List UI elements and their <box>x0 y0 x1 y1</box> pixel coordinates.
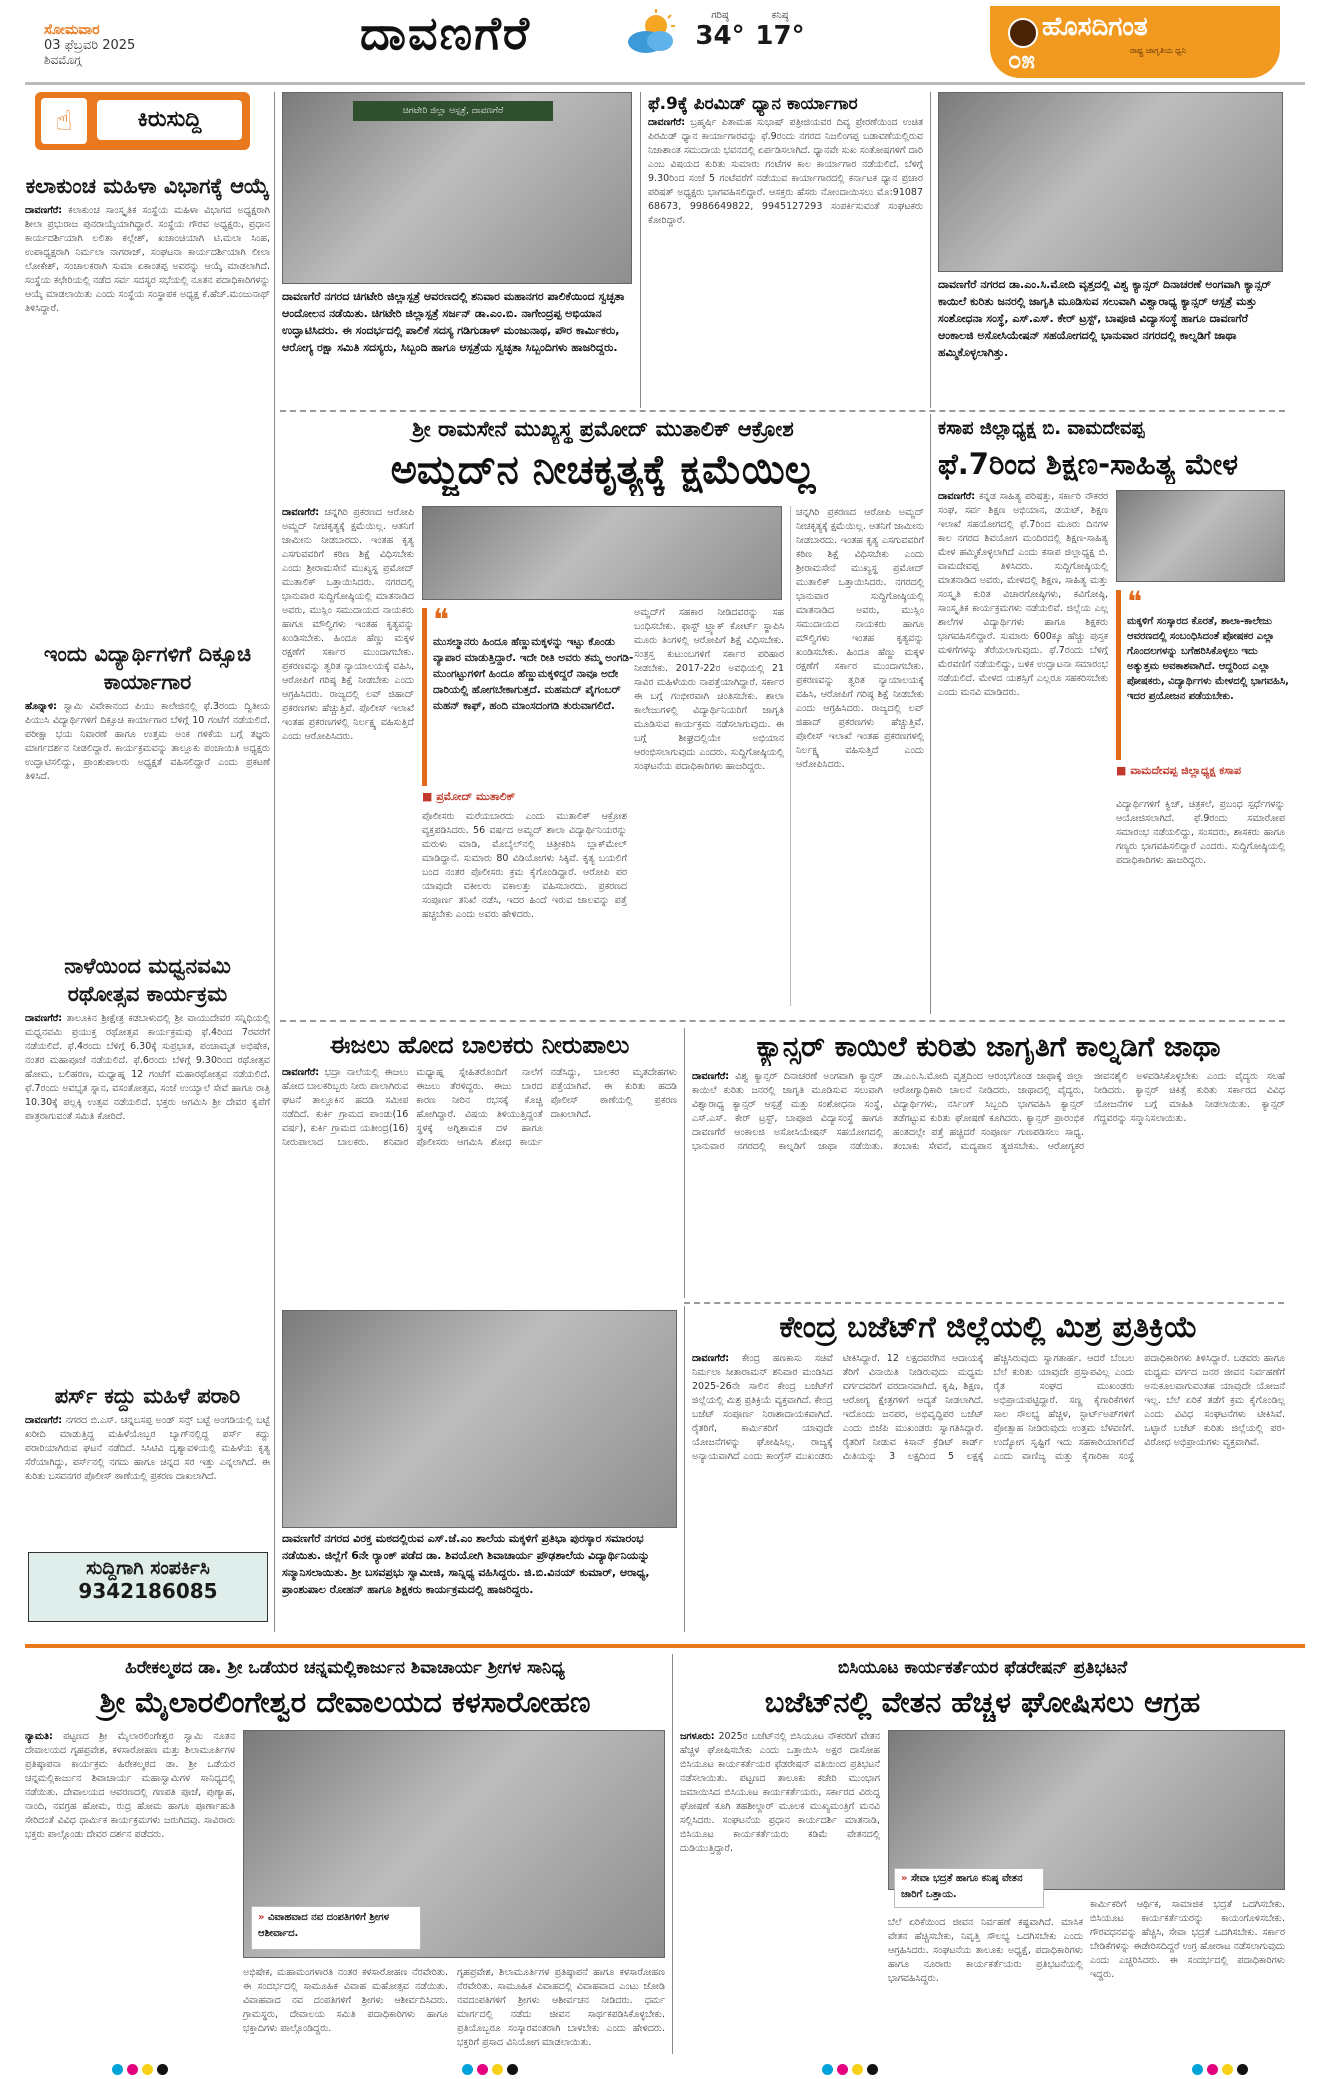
registration-dot <box>1207 2064 1218 2075</box>
article-kicker: ಬಿಸಿಯೂಟ ಕಾರ್ಯಕರ್ತೆಯರ ಫೆಡರೇಷನ್ ಪ್ರತಿಭಟನೆ <box>837 1658 1128 1678</box>
kiru-item-body <box>25 1012 270 1416</box>
min-temp-label: ಕನಿಷ್ಠ <box>771 10 789 21</box>
photo-caption: ದಾವಣಗೆರೆ ನಗರದ ಚಿಗಟೇರಿ ಜಿಲ್ಲಾಸ್ಪತ್ರೆ ಆವರಣದಲ್ಲಿ ಶನಿವಾರ ಮಹಾನಗರ ಪಾಲಿಕೆಯಿಂದ ಸ್ವಚ್ಛತಾ ಆಂದೋಲನ ನಡೆಯಿತು. ಚಿಗಟೇರಿ ಜಿಲ್ಲಾಸ್ಪತ್ರೆ ಸರ್ಜನ್ ಡಾ.ಎಂ.ಬಿ. ನಾಗೇಂದ್ರಪ್ಪ ಅಭಿಯಾನ ಉದ್ಘಾಟಿಸಿದರು. ಈ ಸಂದರ್ಭದಲ್ಲಿ ಪಾಲಿಕೆ ಸದಸ್ಯ ಗಡಿಗುಡಾಳ್ ಮಂಜುನಾಥ, ಪೌರ ಕಾರ್ಮಿಕರು, ಆರೋಗ್ಯ ರಕ್ಷಾ ಸಮಿತಿ ಸದಸ್ಯರು, ಸಿಬ್ಬಂದಿ ಹಾಗೂ ಆಸ್ಪತ್ರೆಯ ಸ್ವಚ್ಛತಾ ಸಿಬ್ಬಂದಿಗಳು ಹಾಜರಿದ್ದರು. <box>282 290 625 354</box>
kiru-item-body <box>25 700 270 942</box>
column-divider <box>790 506 791 1006</box>
quote-author-name: ಪ್ರಮೋದ್ ಮುತಾಲಿಕ್ <box>436 790 516 803</box>
article-headline: ಬಜೆಟ್‌ನಲ್ಲಿ ವೇತನ ಹೆಚ್ಚಳ ಘೋಷಿಸಲು ಆಗ್ರಹ <box>764 1685 1201 1719</box>
kiru-item-place: ಹೊನ್ನಾಳಿ: <box>25 701 57 712</box>
kiru-item-text: ಸ್ವಾಮಿ ವಿವೇಕಾನಂದ ಪಿಯು ಕಾಲೇಜಿನಲ್ಲಿ ಫೆ.3ರಂದು ದ್ವಿತೀಯ ಪಿಯುಸಿ ವಿದ್ಯಾರ್ಥಿಗಳಿಗೆ ದಿಕ್ಸೂಚಿ ಕಾರ್ಯಾಗಾರ ಬೆಳಿಗ್ಗೆ 10 ಗಂಟೆಗೆ ನಡೆಯಲಿದೆ. ಪರೀಕ್ಷಾ ಭಯ ನಿವಾರಣೆ ಹಾಗೂ ಉತ್ತಮ ಅಂಕ ಗಳಿಕೆಯ ಬಗ್ಗೆ ತಜ್ಞರು ಮಾರ್ಗದರ್ಶನ ನೀಡಲಿದ್ದಾರೆ. ಕಾರ್ಯಕ್ರಮವನ್ನು ತಾಲ್ಲೂಕು ಪಂಚಾಯಿತಿ ಅಧ್ಯಕ್ಷರು ಉದ್ಘಾಟಿಸಲಿದ್ದು, ಪ್ರಾಂಶುಪಾಲರು ಅಧ್ಯಕ್ಷತೆ ವಹಿಸಲಿದ್ದಾರೆ ಎಂದು ಪ್ರಕಟಣೆ ತಿಳಿಸಿದೆ. <box>25 701 270 782</box>
photo-note <box>251 1906 421 1950</box>
quote-text: ಮುಸಲ್ಮಾನರು ಹಿಂದೂ ಹೆಣ್ಣುಮಕ್ಕಳನ್ನು ಇಟ್ಟು ಕೊಂಡು ವ್ಯಾಪಾರ ಮಾಡುತ್ತಿದ್ದಾರೆ. ಇದೇ ರೀತಿ ಅವರು ತಮ್ಮ ಅಂಗಡಿ-ಮುಂಗಟ್ಟುಗಳಿಗೆ ಹಿಂದೂ ಹೆಣ್ಣುಮಕ್ಕಳಿದ್ದರೆ ನಾವೂ ಅದೇ ದಾರಿಯಲ್ಲಿ ಹೋಗಬೇಕಾಗುತ್ತದೆ. ಮಹಮದ್ ಪೈಗಂಬರ್ ಮಹನ್ ಕಾಫ್, ಹಂದಿ ಮಾಂಸದಂಗಡಿ ತುರುವಾಗಲಿದೆ. <box>433 636 634 712</box>
column-divider <box>640 92 641 408</box>
article-headline: ಈಜಲು ಹೋದ ಬಾಲಕರು ನೀರುಪಾಲು <box>329 1031 630 1059</box>
article-body <box>282 1066 677 1288</box>
kiru-item-place: ದಾವಣಗೆರೆ: <box>25 1013 63 1024</box>
registration-dot <box>837 2064 848 2075</box>
news-photo-kasapa <box>1116 490 1285 582</box>
kasapa-article <box>938 414 1289 1014</box>
article-place: ದಾವಣಗೆರೆ: <box>692 1353 730 1364</box>
article-place: ದಾವಣಗೆರೆ: <box>648 117 686 128</box>
article-place: ದಾವಣಗೆರೆ: <box>282 507 320 518</box>
registration-dot <box>852 2064 863 2075</box>
quote-author: ■ ವಾಮದೇವಪ್ಪ ಜಿಲ್ಲಾಧ್ಯಕ್ಷ ಕಸಾಪ <box>1116 764 1241 777</box>
news-photo-protest <box>888 1730 1285 1890</box>
brand-tagline: ರಾಷ್ಟ್ರ ಜಾಗೃತಿಯ ಧ್ವನಿ <box>1130 46 1187 55</box>
quote-box <box>422 603 638 786</box>
article-headline: ಶ್ರೀ ಮೈಲಾರಲಿಂಗೇಶ್ವರ ದೇವಾಲಯದ ಕಳಸಾರೋಹಣ <box>99 1685 591 1719</box>
news-photo-school-event <box>282 1310 677 1528</box>
kiru-item <box>25 172 270 652</box>
registration-dot <box>112 2064 123 2075</box>
hand-point-icon: ☝ <box>41 98 87 144</box>
kiru-suddi-banner <box>35 92 250 150</box>
kiru-item-text: ಕಲಾಕುಂಚ ಸಾಂಸ್ಕೃತಿಕ ಸಂಸ್ಥೆಯ ಮಹಿಳಾ ವಿಭಾಗದ ಅಧ್ಯಕ್ಷರಾಗಿ ಶೀಲಾ ಪ್ರಭುರಾಜ ಪುನರಾಯ್ಕೆಯಾಗಿದ್ದಾರೆ. ಸಂಸ್ಥೆಯ ಗೌರವ ಅಧ್ಯಕ್ಷರು, ಪ್ರಧಾನ ಕಾರ್ಯದರ್ಶಿಯಾಗಿ ಲಲಿತಾ ಕಲ್ಲೇಶ್, ಖಜಾಂಚಿಯಾಗಿ ಟಿ.ಮಲಾ ಸಿಂಹ, ಉಪಾಧ್ಯಕ್ಷರಾಗಿ ನಿರ್ಮಲಾ ನಾಗರಾಜ್, ಸಂಘಟನಾ ಕಾರ್ಯದರ್ಶಿಯಾಗಿ ಲೀಲಾ ಲೋಕೇಶ್, ಸಂಚಾಲಕರಾಗಿ ಸುಮಾ ಏಕಾಂತಪ್ಪ ಅವರನ್ನು ಆಯ್ಕೆ ಮಾಡಲಾಗಿದೆ. ಸಂಸ್ಥೆಯ ಕಛೇರಿಯಲ್ಲಿ ನಡೆದ ಸರ್ವ ಸದಸ್ಯರ ಸಭೆಯಲ್ಲಿ ನೂತನ ಪದಾಧಿಕಾರಿಗಳನ್ನು ಆಯ್ಕೆ ಮಾಡಲಾಯಿತು ಎಂದು ಸಂಸ್ಥೆಯ ಸಂಸ್ಥಾಪಕ ಅಧ್ಯಕ್ಷ ಕೆ.ಹೆಚ್.ಮಂಜುನಾಥ್ ತಿಳಿಸಿದ್ದಾರೆ. <box>25 205 270 314</box>
page-number: ೦೫ <box>1008 46 1035 74</box>
quote-tag <box>894 1868 1044 1908</box>
quote-box <box>1116 585 1289 760</box>
article-column: ಅಭಿಷೇಕ, ಮಹಾಮಂಗಳಾರತಿ ನಂತರ ಕಳಸಾರೋಹಣ ನೆರವೇರಿತು. ಈ ಸಂದರ್ಭದಲ್ಲಿ ಸಾಮೂಹಿಕ ವಿವಾಹ ಮಹೋತ್ಸವ ನಡೆಯಿತು. ವಿವಾಹವಾದ ನವ ದಂಪತಿಗಳಿಗೆ ಶ್ರೀಗಳು ಆಶೀರ್ವದಿಸಿದರು. ಗ್ರಾಮಸ್ಥರು, ದೇವಾಲಯ ಸಮಿತಿ ಪದಾಧಿಕಾರಿಗಳು ಹಾಗೂ ಭಕ್ತಾದಿಗಳು ಪಾಲ್ಗೊಂಡಿದ್ದರು. <box>243 1967 448 2034</box>
masthead-title: ದಾವಣಗೆರೆ <box>360 6 531 60</box>
article-text: ಭದ್ರಾ ನಾಲೆಯಲ್ಲಿ ಈಜಲು ಹೋದ ಬಾಲಕರಿಬ್ಬರು ನೀರು ಪಾಲಾಗಿರುವ ಘಟನೆ ತಾಲ್ಲೂಕಿನ ಹದಡಿ ಸಮೀಪ ನಡೆದಿದೆ. ಕುರ್ಕಿ ಗ್ರಾಮದ ಪಾಂಡು(16 ವರ್ಷ), ಕುರ್ಕಿ ಗ್ರಾಮದ ಯತೀಂದ್ರ(16) ನೀರುಪಾಲಾದ ಬಾಲಕರು. ಶನಿವಾರ ಮಧ್ಯಾಹ್ನ ಸ್ನೇಹಿತರೊಂದಿಗೆ ನಾಲೆಗೆ ಈಜಲು ತೆರಳಿದ್ದರು. ಈಜು ಬಾರದ ಕಾರಣ ನೀರಿನ ರಭಸಕ್ಕೆ ಕೊಚ್ಚಿ ಹೋಗಿದ್ದಾರೆ. ವಿಷಯ ತಿಳಿಯುತ್ತಿದ್ದಂತೆ ಸ್ಥಳಕ್ಕೆ ಅಗ್ನಿಶಾಮಕ ದಳ ಹಾಗೂ ಪೊಲೀಸರು ಆಗಮಿಸಿ ಶೋಧ ಕಾರ್ಯ ನಡೆಸಿದ್ದು, ಬಾಲಕರ ಮೃತದೇಹಗಳು ಪತ್ತೆಯಾಗಿವೆ. ಈ ಕುರಿತು ಹದಡಿ ಪೊಲೀಸ್ ಠಾಣೆಯಲ್ಲಿ ಪ್ರಕರಣ ದಾಖಲಾಗಿದೆ. <box>282 1067 677 1148</box>
kiru-item-body <box>25 204 270 652</box>
registration-dot <box>477 2064 488 2075</box>
cancer-walk-article <box>692 1028 1285 1298</box>
registration-dot <box>462 2064 473 2075</box>
article-text: 2025ರ ಬಜೆಟ್‌ನಲ್ಲಿ ಬಿಸಿಯೂಟ ನೌಕರರಿಗೆ ವೇತನ ಹೆಚ್ಚಳ ಘೋಷಿಸಬೇಕು ಎಂದು ಒತ್ತಾಯಿಸಿ ಅಕ್ಷರ ದಾಸೋಹ ಬಿಸಿಯೂಟ ಕಾರ್ಯಕರ್ತೆಯರ ಫೆಡರೇಷನ್ ವತಿಯಿಂದ ಪ್ರತಿಭಟನೆ ನಡೆಸಲಾಯಿತು. ಪಟ್ಟಣದ ತಾಲೂಕು ಕಚೇರಿ ಮುಂಭಾಗ ಜಮಾಯಿಸಿದ ಬಿಸಿಯೂಟ ಕಾರ್ಯಕರ್ತೆಯರು, ಸರ್ಕಾರದ ವಿರುದ್ಧ ಘೋಷಣೆ ಕೂಗಿ ತಹಶೀಲ್ದಾರ್ ಮೂಲಕ ಮುಖ್ಯಮಂತ್ರಿಗೆ ಮನವಿ ಸಲ್ಲಿಸಿದರು. ಸಂಘಟನೆಯ ಪ್ರಧಾನ ಕಾರ್ಯದರ್ಶಿ ಮಾತನಾಡಿ, ಬಿಸಿಯೂಟ ಕಾರ್ಯಕರ್ತೆಯರು ಕಡಿಮೆ ವೇತನದಲ್ಲಿ ದುಡಿಯುತ್ತಿದ್ದಾರೆ. <box>680 1731 880 1854</box>
quote-author-name: ವಾಮದೇವಪ್ಪ ಜಿಲ್ಲಾಧ್ಯಕ್ಷ ಕಸಾಪ <box>1130 764 1241 777</box>
article-body <box>692 1352 1285 1628</box>
contact-box <box>28 1552 268 1622</box>
registration-dot <box>867 2064 878 2075</box>
day-label: ಸೋಮವಾರ <box>44 22 100 38</box>
article-kicker: ಕಸಾಪ ಜಿಲ್ಲಾಧ್ಯಕ್ಷ ಬಿ. ವಾಮದೇವಪ್ಪ <box>938 418 1145 439</box>
note-arrow-icon: » <box>901 1873 908 1884</box>
article-column: ಅಮ್ಜದ್‌ಗೆ ಸಹಕಾರ ನೀಡಿದವರನ್ನು ಸಹ ಬಂಧಿಸಬೇಕು. ಫಾಸ್ಟ್ ಟ್ರ್ಯಾಕ್ ಕೋರ್ಟ್ ಸ್ಥಾಪಿಸಿ ಮೂರು ತಿಂಗಳಲ್ಲಿ ಆರೋಪಿಗೆ ಶಿಕ್ಷೆ ವಿಧಿಸಬೇಕು. ಸಂತ್ರಸ್ತ ಕುಟುಂಬಗಳಿಗೆ ಸರ್ಕಾರ ಪರಿಹಾರ ನೀಡಬೇಕು. 2017-22ರ ಅವಧಿಯಲ್ಲಿ 21 ಸಾವಿರ ಮಹಿಳೆಯರು ನಾಪತ್ತೆಯಾಗಿದ್ದಾರೆ. ಸರ್ಕಾರ ಈ ಬಗ್ಗೆ ಗಂಭೀರವಾಗಿ ಚಿಂತಿಸಬೇಕು. ಶಾಲಾ ಕಾಲೇಜುಗಳಲ್ಲಿ ವಿದ್ಯಾರ್ಥಿನಿಯರಿಗೆ ಜಾಗೃತಿ ಮೂಡಿಸುವ ಕಾರ್ಯಕ್ರಮ ನಡೆಸಲಾಗುವುದು. ಈ ಬಗ್ಗೆ ಶೀಘ್ರದಲ್ಲಿಯೇ ಅಭಿಯಾನ ಆರಂಭಿಸಲಾಗುವುದು ಎಂದರು. ಸುದ್ದಿಗೋಷ್ಠಿಯಲ್ಲಿ ಸಂಘಟನೆಯ ಪದಾಧಿಕಾರಿಗಳು ಹಾಜರಿದ್ದರು. <box>634 607 784 772</box>
section-band <box>25 1644 1305 1648</box>
photo-caption: ದಾವಣಗೆರೆ ನಗರದ ಡಾ.ಎಂ.ಸಿ.ಮೋದಿ ವೃತ್ತದಲ್ಲಿ ವಿಶ್ವ ಕ್ಯಾನ್ಸರ್ ದಿನಾಚರಣೆ ಅಂಗವಾಗಿ ಕ್ಯಾನ್ಸರ್ ಕಾಯಿಲೆ ಕುರಿತು ಜನರಲ್ಲಿ ಜಾಗೃತಿ ಮೂಡಿಸುವ ಸಲುವಾಗಿ ವಿಶ್ವಾರಾಧ್ಯ ಕ್ಯಾನ್ಸರ್ ಆಸ್ಪತ್ರೆ ಮತ್ತು ಸಂಶೋಧನಾ ಸಂಸ್ಥೆ, ಎಸ್.ಎಸ್. ಕೇರ್ ಟ್ರಸ್ಟ್, ಬಾಪೂಜಿ ವಿದ್ಯಾಸಂಸ್ಥೆ ಹಾಗೂ ದಾವಣಗೆರೆ ಆಂಕಾಲಜಿ ಅಸೋಸಿಯೇಷನ್ ಸಹಯೋಗದಲ್ಲಿ ಭಾನುವಾರ ನಗರದಲ್ಲಿ ಕಾಲ್ನಡಿಗೆ ಜಾಥಾ ಹಮ್ಮಿಕೊಳ್ಳಲಾಗಿತ್ತು. <box>938 278 1272 359</box>
article-headline: ಕೇಂದ್ರ ಬಜೆಟ್‌ಗೆ ಜಿಲ್ಲೆಯಲ್ಲಿ ಮಿಶ್ರ ಪ್ರತಿಕ್ರಿಯೆ <box>779 1310 1198 1345</box>
news-photo-cancer-walk <box>938 92 1283 272</box>
article-column: ವಿದ್ಯಾರ್ಥಿಗಳಿಗೆ ಕ್ವಿಜ್, ಚಿತ್ರಕಲೆ, ಪ್ರಬಂಧ ಸ್ಪರ್ಧೆಗಳನ್ನು ಆಯೋಜಿಸಲಾಗಿದೆ. ಫೆ.9ರಂದು ಸಮಾರೋಪ ಸಮಾರಂಭ ನಡೆಯಲಿದ್ದು, ಸಂಸದರು, ಶಾಸಕರು ಹಾಗೂ ಗಣ್ಯರು ಭಾಗವಹಿಸಲಿದ್ದಾರೆ ಎಂದರು. ಸುದ್ದಿಗೋಷ್ಠಿಯಲ್ಲಿ ಪದಾಧಿಕಾರಿಗಳು ಹಾಜರಿದ್ದರು. <box>1116 799 1285 866</box>
article-text: ಪಟ್ಟಣದ ಶ್ರೀ ಮೈಲಾರಲಿಂಗೇಶ್ವರ ಸ್ವಾಮಿ ನೂತನ ದೇವಾಲಯದ ಗೃಹಪ್ರವೇಶ, ಕಳಸಾರೋಹಣ ಮತ್ತು ಶಿಲಾಮೂರ್ತಿಗಳ ಪ್ರತಿಷ್ಠಾಪನಾ ಕಾರ್ಯಕ್ರಮ ಹಿರೇಕಲ್ಮಠದ ಡಾ. ಶ್ರೀ ಒಡೆಯರ ಚನ್ನಮಲ್ಲಿಕಾರ್ಜುನ ಶಿವಾಚಾರ್ಯ ಮಹಾಸ್ವಾಮಿಗಳ ಸಾನಿಧ್ಯದಲ್ಲಿ ನಡೆಯಿತು. ದೇವಾಲಯದ ಆವರಣದಲ್ಲಿ ಗಣಪತಿ ಪೂಜೆ, ಪುಣ್ಯಾಹ, ನಾಂದಿ, ನವಗ್ರಹ ಹೋಮ, ರುದ್ರ ಹೋಮ ಹಾಗೂ ಪೂರ್ಣಾಹುತಿ ಸೇರಿದಂತೆ ವಿವಿಧ ಧಾರ್ಮಿಕ ಕಾರ್ಯಕ್ರಮಗಳು ಜರುಗಿದವು. ಸಾವಿರಾರು ಭಕ್ತರು ಪಾಲ್ಗೊಂಡು ದೇವರ ದರ್ಶನ ಪಡೆದರು. <box>25 1731 235 1840</box>
max-temp <box>690 10 750 51</box>
kiru-item-text: ತಾಲೂಕಿನ ಶ್ರೀಕ್ಷೇತ್ರ ಕಡಬಾಳುದಲ್ಲಿ ಶ್ರೀ ವಾಯುದೇವರ ಸನ್ನಿಧಿಯಲ್ಲಿ ಮಧ್ವನವಮಿ ಪ್ರಯುಕ್ತ ರಥೋತ್ಸವ ಕಾರ್ಯಕ್ರಮವು ಫೆ.4ರಿಂದ 7ರವರೆಗೆ ನಡೆಯಲಿದೆ. ಫೆ.4ರಂದು ಬೆಳಿಗ್ಗೆ 6.30ಕ್ಕೆ ಸುಪ್ರಭಾತ, ಪಂಚಾಮೃತ ಅಭಿಷೇಕ, ನಂತರ ಮಹಾಪೂಜೆ ನಡೆಯಲಿದೆ. ಫೆ.6ರಂದು ಬೆಳಿಗ್ಗೆ 9.30ರಿಂದ ರಥೋತ್ಸವ ಹೋಮ, ಬಲಿಹರಣ, ಮಧ್ಯಾಹ್ನ 12 ಗಂಟೆಗೆ ಮಹಾರಥೋತ್ಸವ ನಡೆಯಲಿದೆ. ಫೆ.7ರಂದು ಅವಭೃತ ಸ್ನಾನ, ವಸಂತೋತ್ಸವ, ಸಂಜೆ ಉಯ್ಯಾಲೆ ಸೇವೆ ಹಾಗೂ ರಾತ್ರಿ 10.30ಕ್ಕೆ ಪಲ್ಲಕ್ಕಿ ಉತ್ಸವ ನಡೆಯಲಿದೆ. ಭಕ್ತರು ಆಗಮಿಸಿ ಶ್ರೀ ದೇವರ ಕೃಪೆಗೆ ಪಾತ್ರರಾಗುವಂತೆ ಸಮಿತಿ ಕೋರಿದೆ. <box>25 1013 270 1122</box>
registration-marks-right <box>820 2060 880 2079</box>
article-kicker: ಶ್ರೀ ರಾಮಸೇನೆ ಮುಖ್ಯಸ್ಥ ಪ್ರಮೋದ್ ಮುತಾಲಿಕ್ ಆಕ್ರೋಶ <box>412 417 794 441</box>
max-temp-value: 34° <box>695 21 745 51</box>
kiru-item-place: ದಾವಣಗೆರೆ: <box>25 205 63 216</box>
article-body <box>648 116 923 402</box>
max-temp-label: ಗರಿಷ್ಠ <box>711 10 729 21</box>
masthead <box>0 0 1330 82</box>
left-column-divider <box>274 92 275 1632</box>
article-text: ವಿಶ್ವ ಕ್ಯಾನ್ಸರ್ ದಿನಾಚರಣೆ ಅಂಗವಾಗಿ ಕ್ಯಾನ್ಸರ್ ಕಾಯಿಲೆ ಕುರಿತು ಜನರಲ್ಲಿ ಜಾಗೃತಿ ಮೂಡಿಸುವ ಸಲುವಾಗಿ ವಿಶ್ವಾರಾಧ್ಯ ಕ್ಯಾನ್ಸರ್ ಆಸ್ಪತ್ರೆ ಮತ್ತು ಸಂಶೋಧನಾ ಸಂಸ್ಥೆ, ಎಸ್.ಎಸ್. ಕೇರ್ ಟ್ರಸ್ಟ್, ಬಾಪೂಜಿ ವಿದ್ಯಾಸಂಸ್ಥೆ ಹಾಗೂ ದಾವಣಗೆರೆ ಆಂಕಾಲಜಿ ಅಸೋಸಿಯೇಷನ್ ಸಹಯೋಗದಲ್ಲಿ ಭಾನುವಾರ ನಗರದಲ್ಲಿ ಕಾಲ್ನಡಿಗೆ ಜಾಥಾ ನಡೆಯಿತು. ಡಾ.ಎಂ.ಸಿ.ಮೋದಿ ವೃತ್ತದಿಂದ ಆರಂಭಗೊಂಡ ಜಾಥಾಕ್ಕೆ ಜಿಲ್ಲಾ ಆರೋಗ್ಯಾಧಿಕಾರಿ ಚಾಲನೆ ನೀಡಿದರು. ಜಾಥಾದಲ್ಲಿ ವೈದ್ಯರು, ವಿದ್ಯಾರ್ಥಿಗಳು, ನರ್ಸಿಂಗ್ ಸಿಬ್ಬಂದಿ ಭಾಗವಹಿಸಿ ಕ್ಯಾನ್ಸರ್ ತಡೆಗಟ್ಟುವ ಕುರಿತು ಘೋಷಣೆ ಕೂಗಿದರು. ಕ್ಯಾನ್ಸರ್ ಪ್ರಾರಂಭಿಕ ಹಂತದಲ್ಲೇ ಪತ್ತೆ ಹಚ್ಚಿದರೆ ಸಂಪೂರ್ಣ ಗುಣಪಡಿಸಲು ಸಾಧ್ಯ. ತಂಬಾಕು ಸೇವನೆ, ಮದ್ಯಪಾನ ತ್ಯಜಿಸಬೇಕು. ಆರೋಗ್ಯಕರ ಜೀವನಶೈಲಿ ಅಳವಡಿಸಿಕೊಳ್ಳಬೇಕು ಎಂದು ವೈದ್ಯರು ಸಲಹೆ ನೀಡಿದರು. ಕ್ಯಾನ್ಸರ್ ಚಿಕಿತ್ಸೆ ಕುರಿತು ಸರ್ಕಾರದ ವಿವಿಧ ಯೋಜನೆಗಳ ಬಗ್ಗೆ ಮಾಹಿತಿ ನೀಡಲಾಯಿತು. ಕ್ಯಾನ್ಸರ್ ಗೆದ್ದವರನ್ನು ಸನ್ಮಾನಿಸಲಾಯಿತು. <box>692 1071 1285 1152</box>
kiru-item-title: ನಾಳೆಯಿಂದ ಮಧ್ವನವಮಿ ರಥೋತ್ಸವ ಕಾರ್ಯಕ್ರಮ <box>64 954 231 1006</box>
min-temp-value: 17° <box>755 21 805 51</box>
quote-mark-icon: ❝ <box>433 603 450 638</box>
column-divider <box>930 414 931 1014</box>
article-column <box>680 1730 880 2050</box>
section-divider <box>280 1020 1285 1022</box>
article-text: ಕನ್ನಡ ಸಾಹಿತ್ಯ ಪರಿಷತ್ತು, ಸರ್ಕಾರಿ ನೌಕರರ ಸಂಘ, ಸರ್ವ ಶಿಕ್ಷಣ ಅಭಿಯಾನ, ಡಯಟ್, ಶಿಕ್ಷಣ ಇಲಾಖೆ ಸಹಯೋಗದಲ್ಲಿ ಫೆ.7ರಿಂದ ಮೂರು ದಿನಗಳ ಕಾಲ ನಗರದ ಶಿವಯೋಗ ಮಂದಿರದಲ್ಲಿ ಶಿಕ್ಷಣ-ಸಾಹಿತ್ಯ ಮೇಳ ಹಮ್ಮಿಕೊಳ್ಳಲಾಗಿದೆ ಎಂದು ಕಸಾಪ ಜಿಲ್ಲಾಧ್ಯಕ್ಷ ಬಿ. ವಾಮದೇವಪ್ಪ ತಿಳಿಸಿದರು. ಸುದ್ದಿಗೋಷ್ಠಿಯಲ್ಲಿ ಮಾತನಾಡಿದ ಅವರು, ಮೇಳದಲ್ಲಿ ಶಿಕ್ಷಣ, ಸಾಹಿತ್ಯ ಮತ್ತು ಸಂಸ್ಕೃತಿ ಕುರಿತ ವಿಚಾರಗೋಷ್ಠಿಗಳು, ಕವಿಗೋಷ್ಠಿ, ಸಾಂಸ್ಕೃತಿಕ ಕಾರ್ಯಕ್ರಮಗಳು ನಡೆಯಲಿವೆ. ಜಿಲ್ಲೆಯ ಎಲ್ಲ ಶಾಲೆಗಳ ವಿದ್ಯಾರ್ಥಿಗಳು ಹಾಗೂ ಶಿಕ್ಷಕರು ಭಾಗವಹಿಸಲಿದ್ದಾರೆ. ಸುಮಾರು 600ಕ್ಕೂ ಹೆಚ್ಚು ಪುಸ್ತಕ ಮಳಿಗೆಗಳನ್ನು ತೆರೆಯಲಾಗುವುದು. ಫೆ.7ರಂದು ಬೆಳಿಗ್ಗೆ ಮೆರವಣಿಗೆ ನಡೆಯಲಿದ್ದು, ಬಳಿಕ ಉದ್ಘಾಟನಾ ಸಮಾರಂಭ ನಡೆಯಲಿದೆ. ಮೇಳದ ಯಶಸ್ಸಿಗೆ ಎಲ್ಲರೂ ಸಹಕರಿಸಬೇಕು ಎಂದು ಮನವಿ ಮಾಡಿದರು. <box>938 491 1108 698</box>
article-column: ಪೊಲೀಸರು ಮರೆಯಬಾರದು ಎಂದು ಮುತಾಲಿಕ್ ಆಕ್ರೋಶ ವ್ಯಕ್ತಪಡಿಸಿದರು. 56 ವರ್ಷದ ಅಮ್ಜದ್ ಶಾಲಾ ವಿದ್ಯಾರ್ಥಿನಿಯರನ್ನು ಮರುಳು ಮಾಡಿ, ಮೊಬೈಲ್‌ನಲ್ಲಿ ಚಿತ್ರೀಕರಿಸಿ ಬ್ಲಾಕ್‌ಮೇಲ್ ಮಾಡಿದ್ದಾನೆ. ಸುಮಾರು 80 ವಿಡಿಯೋಗಳು ಸಿಕ್ಕಿವೆ. ಕೃತ್ಯ ಬಯಲಿಗೆ ಬಂದ ನಂತರ ಪೊಲೀಸರು ಕ್ರಮ ಕೈಗೊಂಡಿದ್ದಾರೆ. ಆರೋಪಿ ಪರ ಯಾವುದೇ ವಕೀಲರು ವಕಾಲತ್ತು ವಹಿಸಬಾರದು. ಪ್ರಕರಣದ ಸಂಪೂರ್ಣ ತನಿಖೆ ನಡೆಸಿ, ಇದರ ಹಿಂದೆ ಇರುವ ಜಾಲವನ್ನು ಪತ್ತೆ ಹಚ್ಚಬೇಕು ಎಂದು ಅವರು ಹೇಳಿದರು. <box>422 811 627 920</box>
budget-article <box>692 1308 1285 1632</box>
photo-note-text: ವಿವಾಹವಾದ ನವ ದಂಪತಿಗಳಿಗೆ ಶ್ರೀಗಳ ಆಶೀರ್ವಾದ. <box>258 1912 390 1939</box>
article-column <box>25 1730 235 2050</box>
article-place: ಜಗಳೂರು: <box>680 1731 715 1742</box>
article-column: ಗೃಹಪ್ರವೇಶ, ಶಿಲಾಮೂರ್ತಿಗಳ ಪ್ರತಿಷ್ಠಾಪನೆ ಹಾಗೂ ಕಳಸಾರೋಹಣ ನೆರವೇರಿತು. ಸಾಮೂಹಿಕ ವಿವಾಹದಲ್ಲಿ ವಿವಾಹವಾದ ಎಂಟು ಜೋಡಿ ನವದಂಪತಿಗಳಿಗೆ ಶ್ರೀಗಳು ಆಶೀರ್ವಚನ ನೀಡಿದರು. ಧರ್ಮ ಮಾರ್ಗದಲ್ಲಿ ನಡೆದು ಜೀವನ ಸಾರ್ಥಕಪಡಿಸಿಕೊಳ್ಳಬೇಕು. ಪ್ರತಿಯೊಬ್ಬರೂ ಸಂಸ್ಕಾರವಂತರಾಗಿ ಬಾಳಬೇಕು ಎಂದು ಹೇಳಿದರು. ಭಕ್ತರಿಗೆ ಪ್ರಸಾದ ವಿನಿಯೋಗ ಮಾಡಲಾಯಿತು. <box>457 1967 665 2048</box>
muthalik-article <box>282 414 924 1014</box>
registration-dot <box>492 2064 503 2075</box>
column-divider <box>930 92 931 408</box>
min-temp <box>750 10 810 51</box>
article-body <box>692 1070 1285 1292</box>
temple-article <box>25 1654 665 2054</box>
masthead-rule <box>25 82 1305 85</box>
brand-badge <box>990 6 1280 78</box>
hospital-sign: ಚಿಗಟೇರಿ ಜಿಲ್ಲಾ ಆಸ್ಪತ್ರೆ, ದಾವಣಗೆರೆ <box>353 101 553 121</box>
article-headline: ಕ್ಯಾನ್ಸರ್ ಕಾಯಿಲೆ ಕುರಿತು ಜಾಗೃತಿಗೆ ಕಾಲ್ನಡಿಗೆ ಜಾಥಾ <box>756 1030 1221 1063</box>
brand-logo-icon <box>1008 18 1038 48</box>
column-divider <box>684 1306 685 1632</box>
kiru-item-title: ಕಲಾಕುಂಚ ಮಹಿಳಾ ವಿಭಾಗಕ್ಕೆ ಆಯ್ಕೆ <box>25 174 270 198</box>
note-arrow-icon: » <box>258 1912 265 1923</box>
article-text: ಚನ್ನಗಿರಿ ಪ್ರಕರಣದ ಆರೋಪಿ ಅಮ್ಜದ್ ನೀಚಕೃತ್ಯಕ್ಕೆ ಕ್ಷಮೆಯಿಲ್ಲ. ಆತನಿಗೆ ಜಾಮೀನು ನೀಡಬಾರದು. ಇಂತಹ ಕೃತ್ಯ ಎಸಗುವವರಿಗೆ ಕಠಿಣ ಶಿಕ್ಷೆ ವಿಧಿಸಬೇಕು ಎಂದು ಶ್ರೀರಾಮಸೇನೆ ಮುಖ್ಯಸ್ಥ ಪ್ರಮೋದ್ ಮುತಾಲಿಕ್ ಒತ್ತಾಯಿಸಿದರು. ನಗರದಲ್ಲಿ ಭಾನುವಾರ ಸುದ್ದಿಗೋಷ್ಠಿಯಲ್ಲಿ ಮಾತನಾಡಿದ ಅವರು, ಮುಸ್ಲಿಂ ಸಮುದಾಯದ ನಾಯಕರು ಹಾಗೂ ಮೌಲ್ವಿಗಳು ಇಂತಹ ಕೃತ್ಯವನ್ನು ಖಂಡಿಸಬೇಕು. ಹಿಂದೂ ಹೆಣ್ಣು ಮಕ್ಕಳ ರಕ್ಷಣೆಗೆ ಸರ್ಕಾರ ಮುಂದಾಗಬೇಕು. ಪ್ರಕರಣವನ್ನು ತ್ವರಿತ ನ್ಯಾಯಾಲಯಕ್ಕೆ ವಹಿಸಿ, ಆರೋಪಿಗೆ ಗರಿಷ್ಠ ಶಿಕ್ಷೆ ನೀಡಬೇಕು ಎಂದು ಆಗ್ರಹಿಸಿದರು. ರಾಜ್ಯದಲ್ಲಿ ಲವ್ ಜಿಹಾದ್ ಪ್ರಕರಣಗಳು ಹೆಚ್ಚುತ್ತಿವೆ. ಪೊಲೀಸ್ ಇಲಾಖೆ ಇಂತಹ ಪ್ರಕರಣಗಳಲ್ಲಿ ನಿರ್ಲಕ್ಷ್ಯ ವಹಿಸುತ್ತಿದೆ ಎಂದು ಆರೋಪಿಸಿದರು. <box>282 507 414 742</box>
article-column <box>282 506 414 1006</box>
article-column: ಕಾರ್ಮಿಕರಿಗೆ ಆರ್ಥಿಕ, ಸಾಮಾಜಿಕ ಭದ್ರತೆ ಒದಗಿಸಬೇಕು. ಬಿಸಿಯೂಟ ಕಾರ್ಯಕರ್ತೆಯರನ್ನು ಕಾಯಂಗೊಳಿಸಬೇಕು. ಗೌರವಧನವನ್ನು ಹೆಚ್ಚಿಸಿ, ಸೇವಾ ಭದ್ರತೆ ಒದಗಿಸಬೇಕು. ಸರ್ಕಾರ ಬೇಡಿಕೆಗಳನ್ನು ಈಡೇರಿಸದಿದ್ದರೆ ಉಗ್ರ ಹೋರಾಟ ನಡೆಸಲಾಗುವುದು ಎಂದು ಎಚ್ಚರಿಸಿದರು. ಈ ಸಂದರ್ಭದಲ್ಲಿ ಪದಾಧಿಕಾರಿಗಳು ಇದ್ದರು. <box>1090 1899 1285 1980</box>
brand-name: ಹೊಸದಿಗಂತ <box>1042 12 1148 42</box>
news-photo-cleanliness <box>282 92 632 284</box>
registration-dot <box>822 2064 833 2075</box>
contact-number: 9342186085 <box>78 1579 218 1603</box>
registration-marks-far-right <box>1190 2060 1250 2079</box>
section-divider <box>280 410 1285 412</box>
registration-dot <box>142 2064 153 2075</box>
article-place: ದಾವಣಗೆರೆ: <box>938 491 976 502</box>
registration-dot <box>1237 2064 1248 2075</box>
pirmid-article <box>648 92 923 402</box>
midday-meal-article <box>680 1654 1285 2054</box>
article-place: ನ್ಯಾಮತಿ: <box>25 1731 53 1742</box>
article-headline: ಅಮ್ಜದ್‌ನ ನೀಚಕೃತ್ಯಕ್ಕೆ ಕ್ಷಮೆಯಿಲ್ಲ <box>390 447 816 493</box>
quote-tag-text: ಸೇವಾ ಭದ್ರತೆ ಹಾಗೂ ಕನಿಷ್ಠ ವೇತನ ಜಾರಿಗೆ ಒತ್ತಾಯ. <box>901 1873 1023 1900</box>
article-text: ಕೇಂದ್ರ ಹಣಕಾಸು ಸಚಿವೆ ನಿರ್ಮಲಾ ಸೀತಾರಾಮನ್ ಶನಿವಾರ ಮಂಡಿಸಿದ 2025-26ನೇ ಸಾಲಿನ ಕೇಂದ್ರ ಬಜೆಟ್‌ಗೆ ಜಿಲ್ಲೆಯಲ್ಲಿ ಮಿಶ್ರ ಪ್ರತಿಕ್ರಿಯೆ ವ್ಯಕ್ತವಾಗಿದೆ. ಕೇಂದ್ರ ಬಜೆಟ್ ಸಂಪೂರ್ಣ ನಿರಾಶಾದಾಯಕವಾಗಿದೆ. ರೈತರಿಗೆ, ಕಾರ್ಮಿಕರಿಗೆ ಯಾವುದೇ ಯೋಜನೆಗಳನ್ನು ಘೋಷಿಸಿಲ್ಲ. ರಾಜ್ಯಕ್ಕೆ ಅನ್ಯಾಯವಾಗಿದೆ ಎಂದು ಕಾಂಗ್ರೆಸ್ ಮುಖಂಡರು ಟೀಕಿಸಿದ್ದಾರೆ. 12 ಲಕ್ಷದವರೆಗಿನ ಆದಾಯಕ್ಕೆ ತೆರಿಗೆ ವಿನಾಯಿತಿ ನೀಡಿರುವುದು ಮಧ್ಯಮ ವರ್ಗದವರಿಗೆ ವರದಾನವಾಗಿದೆ. ಕೃಷಿ, ಶಿಕ್ಷಣ, ಆರೋಗ್ಯ ಕ್ಷೇತ್ರಗಳಿಗೆ ಆದ್ಯತೆ ನೀಡಲಾಗಿದೆ. ಇದೊಂದು ಜನಪರ, ಅಭಿವೃದ್ಧಿಪರ ಬಜೆಟ್ ಎಂದು ಬಿಜೆಪಿ ಮುಖಂಡರು ಸ್ವಾಗತಿಸಿದ್ದಾರೆ. ರೈತರಿಗೆ ನೀಡುವ ಕಿಸಾನ್ ಕ್ರೆಡಿಟ್ ಕಾರ್ಡ್ ಮಿತಿಯನ್ನು 3 ಲಕ್ಷದಿಂದ 5 ಲಕ್ಷಕ್ಕೆ ಹೆಚ್ಚಿಸಿರುವುದು ಸ್ವಾಗತಾರ್ಹ. ಆದರೆ ಬೆಂಬಲ ಬೆಲೆ ಕುರಿತು ಯಾವುದೇ ಪ್ರಸ್ತಾಪವಿಲ್ಲ ಎಂದು ರೈತ ಸಂಘದ ಮುಖಂಡರು ಅಭಿಪ್ರಾಯಪಟ್ಟಿದ್ದಾರೆ. ಸಣ್ಣ ಕೈಗಾರಿಕೆಗಳಿಗೆ ಸಾಲ ಸೌಲಭ್ಯ ಹೆಚ್ಚಳ, ಸ್ಟಾರ್ಟ್‌ಅಪ್‌ಗಳಿಗೆ ಪ್ರೋತ್ಸಾಹ ನೀಡಿರುವುದು ಉತ್ತಮ ಬೆಳವಣಿಗೆ. ಉದ್ಯೋಗ ಸೃಷ್ಟಿಗೆ ಇದು ಸಹಕಾರಿಯಾಗಲಿದೆ ಎಂದು ವಾಣಿಜ್ಯ ಮತ್ತು ಕೈಗಾರಿಕಾ ಸಂಸ್ಥೆ ಪದಾಧಿಕಾರಿಗಳು ತಿಳಿಸಿದ್ದಾರೆ. ಬಡವರು ಹಾಗೂ ಮಧ್ಯಮ ವರ್ಗದ ಜನರ ಜೀವನ ನಿರ್ವಹಣೆಗೆ ಅನುಕೂಲವಾಗುವಂತಹ ಯಾವುದೇ ಯೋಜನೆ ಇಲ್ಲ. ಬೆಲೆ ಏರಿಕೆ ತಡೆಗೆ ಕ್ರಮ ಕೈಗೊಂಡಿಲ್ಲ ಎಂದು ವಿವಿಧ ಸಂಘಟನೆಗಳು ಟೀಕಿಸಿವೆ. ಒಟ್ಟಾರೆ ಬಜೆಟ್ ಕುರಿತು ಜಿಲ್ಲೆಯಲ್ಲಿ ಪರ-ವಿರೋಧ ಅಭಿಪ್ರಾಯಗಳು ವ್ಯಕ್ತವಾಗಿವೆ. <box>692 1353 1285 1462</box>
registration-dot <box>1222 2064 1233 2075</box>
kiru-item <box>25 952 270 1416</box>
article-place: ದಾವಣಗೆರೆ: <box>282 1067 320 1078</box>
registration-dot <box>127 2064 138 2075</box>
drowning-article <box>282 1028 677 1298</box>
column-divider <box>672 1654 673 2054</box>
registration-marks-left <box>110 2060 170 2079</box>
registration-dot <box>507 2064 518 2075</box>
photo-caption: ದಾವಣಗೆರೆ ನಗರದ ವಿರಕ್ತ ಮಠದಲ್ಲಿರುವ ಎಸ್.ಜೆ.ಎಂ ಶಾಲೆಯ ಮಕ್ಕಳಿಗೆ ಪ್ರತಿಭಾ ಪುರಸ್ಕಾರ ಸಮಾರಂಭ ನಡೆಯಿತು. ಜಿಲ್ಲೆಗೆ 6ನೇ ರ‍್ಯಾಂಕ್ ಪಡೆದ ಡಾ. ಶಿವಯೋಗಿ ಶಿವಾಚಾರ್ಯ ಪ್ರೌಢಶಾಲೆಯ ವಿದ್ಯಾರ್ಥಿನಿಯನ್ನು ಸನ್ಮಾನಿಸಲಾಯಿತು. ಶ್ರೀ ಬಸವಪ್ರಭು ಸ್ವಾಮೀಜಿ, ಸಾನ್ನಿಧ್ಯ ವಹಿಸಿದ್ದರು. ಜಿ.ಬಿ.ವಿನಯ್ ಕುಮಾರ್, ಆರಾಧ್ಯ, ಪ್ರಾಂಶುಪಾಲ ರೋಹನ್ ಹಾಗೂ ಶಿಕ್ಷಕರು ಕಾರ್ಯಕ್ರಮದಲ್ಲಿ ಹಾಜರಿದ್ದರು. <box>282 1532 650 1596</box>
weather-cloud-icon <box>622 8 680 58</box>
kiru-item-text: ನಗರದ ಬಿ.ಎಸ್. ಚನ್ನಬಸಪ್ಪ ಅಂಡ್ ಸನ್ಸ್ ಬಟ್ಟೆ ಅಂಗಡಿಯಲ್ಲಿ ಬಟ್ಟೆ ಖರೀದಿ ಮಾಡುತ್ತಿದ್ದ ಮಹಿಳೆಯೊಬ್ಬರ ಬ್ಯಾಗ್‌ನಲ್ಲಿದ್ದ ಪರ್ಸ್ ಕದ್ದು ಪರಾರಿಯಾಗಿರುವ ಘಟನೆ ನಡೆದಿದೆ. ಸಿಸಿಟಿವಿ ದೃಶ್ಯಾವಳಿಯಲ್ಲಿ ಮಹಿಳೆಯ ಕೃತ್ಯ ಸೆರೆಯಾಗಿದ್ದು, ಪರ್ಸ್‌ನಲ್ಲಿ ನಗದು ಹಾಗೂ ಚಿನ್ನದ ಸರ ಇತ್ತು ಎನ್ನಲಾಗಿದೆ. ಈ ಕುರಿತು ಬಸವನಗರ ಪೊಲೀಸ್ ಠಾಣೆಯಲ್ಲಿ ಪ್ರಕರಣ ದಾಖಲಾಗಿದೆ. <box>25 1415 270 1482</box>
contact-label: ಸುದ್ದಿಗಾಗಿ ಸಂಪರ್ಕಿಸಿ <box>86 1557 210 1579</box>
article-headline: ಫೆ.9ಕ್ಕೆ ಪಿರಮಿಡ್ ಧ್ಯಾನ ಕಾರ್ಯಾಗಾರ <box>648 94 858 114</box>
section-divider <box>684 1302 1284 1304</box>
date-block <box>44 22 204 68</box>
kiru-suddi-label: ಕಿರುಸುದ್ದಿ <box>97 100 242 140</box>
kiru-suddi-column <box>25 92 270 1632</box>
article-column: ಬೆಲೆ ಏರಿಕೆಯಿಂದ ಜೀವನ ನಿರ್ವಹಣೆ ಕಷ್ಟವಾಗಿದೆ. ಮಾಸಿಕ ವೇತನ ಹೆಚ್ಚಿಸಬೇಕು, ನಿವೃತ್ತಿ ಸೌಲಭ್ಯ ಒದಗಿಸಬೇಕು ಎಂದು ಆಗ್ರಹಿಸಿದರು. ಸಂಘಟನೆಯ ತಾಲೂಕು ಅಧ್ಯಕ್ಷೆ, ಪದಾಧಿಕಾರಿಗಳು ಹಾಗೂ ನೂರಾರು ಕಾರ್ಯಕರ್ತೆಯರು ಪ್ರತಿಭಟನೆಯಲ್ಲಿ ಭಾಗವಹಿಸಿದ್ದರು. <box>888 1917 1083 1984</box>
date-label: 03 ಫೆಬ್ರವರಿ 2025 <box>44 38 136 53</box>
article-headline: ಫೆ.7ರಿಂದ ಶಿಕ್ಷಣ-ಸಾಹಿತ್ಯ ಮೇಳ <box>938 447 1239 481</box>
article-column: ಚನ್ನಗಿರಿ ಪ್ರಕರಣದ ಆರೋಪಿ ಅಮ್ಜದ್ ನೀಚಕೃತ್ಯಕ್ಕೆ ಕ್ಷಮೆಯಿಲ್ಲ. ಆತನಿಗೆ ಜಾಮೀನು ನೀಡಬಾರದು. ಇಂತಹ ಕೃತ್ಯ ಎಸಗುವವರಿಗೆ ಕಠಿಣ ಶಿಕ್ಷೆ ವಿಧಿಸಬೇಕು ಎಂದು ಶ್ರೀರಾಮಸೇನೆ ಮುಖ್ಯಸ್ಥ ಪ್ರಮೋದ್ ಮುತಾಲಿಕ್ ಒತ್ತಾಯಿಸಿದರು. ನಗರದಲ್ಲಿ ಭಾನುವಾರ ಸುದ್ದಿಗೋಷ್ಠಿಯಲ್ಲಿ ಮಾತನಾಡಿದ ಅವರು, ಮುಸ್ಲಿಂ ಸಮುದಾಯದ ನಾಯಕರು ಹಾಗೂ ಮೌಲ್ವಿಗಳು ಇಂತಹ ಕೃತ್ಯವನ್ನು ಖಂಡಿಸಬೇಕು. ಹಿಂದೂ ಹೆಣ್ಣು ಮಕ್ಕಳ ರಕ್ಷಣೆಗೆ ಸರ್ಕಾರ ಮುಂದಾಗಬೇಕು. ಪ್ರಕರಣವನ್ನು ತ್ವರಿತ ನ್ಯಾಯಾಲಯಕ್ಕೆ ವಹಿಸಿ, ಆರೋಪಿಗೆ ಗರಿಷ್ಠ ಶಿಕ್ಷೆ ನೀಡಬೇಕು ಎಂದು ಆಗ್ರಹಿಸಿದರು. ರಾಜ್ಯದಲ್ಲಿ ಲವ್ ಜಿಹಾದ್ ಪ್ರಕರಣಗಳು ಹೆಚ್ಚುತ್ತಿವೆ. ಪೊಲೀಸ್ ಇಲಾಖೆ ಇಂತಹ ಪ್ರಕರಣಗಳಲ್ಲಿ ನಿರ್ಲಕ್ಷ್ಯ ವಹಿಸುತ್ತಿದೆ ಎಂದು ಆರೋಪಿಸಿದರು. <box>796 507 924 770</box>
news-photo-press-meet <box>422 506 782 600</box>
kiru-item-title: ಪರ್ಸ್ ಕದ್ದು ಮಹಿಳೆ ಪರಾರಿ <box>54 1384 241 1408</box>
quote-author: ■ ಪ್ರಮೋದ್ ಮುತಾಲಿಕ್ <box>422 790 516 803</box>
quote-text: ಮಕ್ಕಳಿಗೆ ಸಂಸ್ಕಾರದ ಕೊರತೆ, ಶಾಲಾ-ಕಾಲೇಜು ಆವರಣದಲ್ಲಿ ಸಂಬಂಧಿಸಿದಂತೆ ಪೋಷಕರ ಎಲ್ಲಾ ಗೊಂದಲಗಳನ್ನು ಬಗೆಹರಿಸಿಕೊಳ್ಳಲು ಇದು ಅತ್ಯುತ್ತಮ ಅವಕಾಶವಾಗಿದೆ. ಆದ್ದರಿಂದ ಎಲ್ಲಾ ಪೋಷಕರು, ವಿದ್ಯಾರ್ಥಿಗಳು ಮೇಳದಲ್ಲಿ ಭಾಗವಹಿಸಿ, ಇದರ ಪ್ರಯೋಜನ ಪಡೆಯಬೇಕು. <box>1127 616 1289 702</box>
article-place: ದಾವಣಗೆರೆ: <box>692 1071 730 1082</box>
registration-dot <box>157 2064 168 2075</box>
quote-mark-icon: ❝ <box>1127 585 1143 618</box>
column-divider <box>684 1028 685 1298</box>
registration-marks-center <box>460 2060 520 2079</box>
article-column <box>938 490 1108 1006</box>
registration-dot <box>1192 2064 1203 2075</box>
article-text: ಬ್ರಹ್ಮರ್ಷಿ ಪಿತಾಮಹ ಸುಭಾಷ್ ಪತ್ರೀಜಿಯವರ ದಿವ್ಯ ಪ್ರೇರಣೆಯಿಂದ ಉಚಿತ ಪಿರಮಿಡ್ ಧ್ಯಾನ ಕಾರ್ಯಾಗಾರವನ್ನು ಫೆ.9ರಂದು ನಗರದ ನಿಜಲಿಂಗಪ್ಪ ಬಡಾವಣೆಯಲ್ಲಿರುವ ನಿಜಾಶಾಂತ ಸಮುದಾಯ ಭವನದಲ್ಲಿ ಏರ್ಪಡಿಸಲಾಗಿದೆ. ಧ್ಯಾನವೇ ಸುಖ ಸಂತೋಷಗಳಿಗೆ ದಾರಿ ಎಂಬ ವಿಷಯದ ಕುರಿತು ಸುಮಾರು ಗಂಟೆಗಳ ಕಾಲ ಕಾರ್ಯಾಗಾರ ನಡೆಯಲಿದೆ. ಬೆಳಿಗ್ಗೆ 9.30ರಿಂದ ಸಂಜೆ 5 ಗಂಟೆವರೆಗೆ ನಡೆಯುವ ಕಾರ್ಯಾಗಾರದಲ್ಲಿ ಕರ್ನಾಟಕ ಧ್ಯಾನ ಪ್ರಚಾರ ಪರಿಷತ್ ಅಧ್ಯಕ್ಷರು ಭಾಗವಹಿಸಲಿದ್ದಾರೆ. ಆಸಕ್ತರು ಹೆಸರು ನೋಂದಾಯಿಸಲು ಮೊ:91087 68673, 9986649822, 9945127293 ಸಂಪರ್ಕಿಸುವಂತೆ ಸಂಘಟಕರು ಕೋರಿದ್ದಾರೆ. <box>648 117 923 226</box>
kiru-item <box>25 640 270 942</box>
kiru-item-place: ದಾವಣಗೆರೆ: <box>25 1415 63 1426</box>
article-kicker: ಹಿರೇಕಲ್ಮಠದ ಡಾ. ಶ್ರೀ ಒಡೆಯರ ಚನ್ನಮಲ್ಲಿಕಾರ್ಜುನ ಶಿವಾಚಾರ್ಯ ಶ್ರೀಗಳ ಸಾನಿಧ್ಯ <box>125 1658 565 1678</box>
kiru-item-title: ಇಂದು ವಿದ್ಯಾರ್ಥಿಗಳಿಗೆ ದಿಕ್ಸೂಚಿ ಕಾರ್ಯಾಗಾರ <box>43 642 252 694</box>
city-label: ಶಿವಮೊಗ್ಗ <box>44 53 82 67</box>
